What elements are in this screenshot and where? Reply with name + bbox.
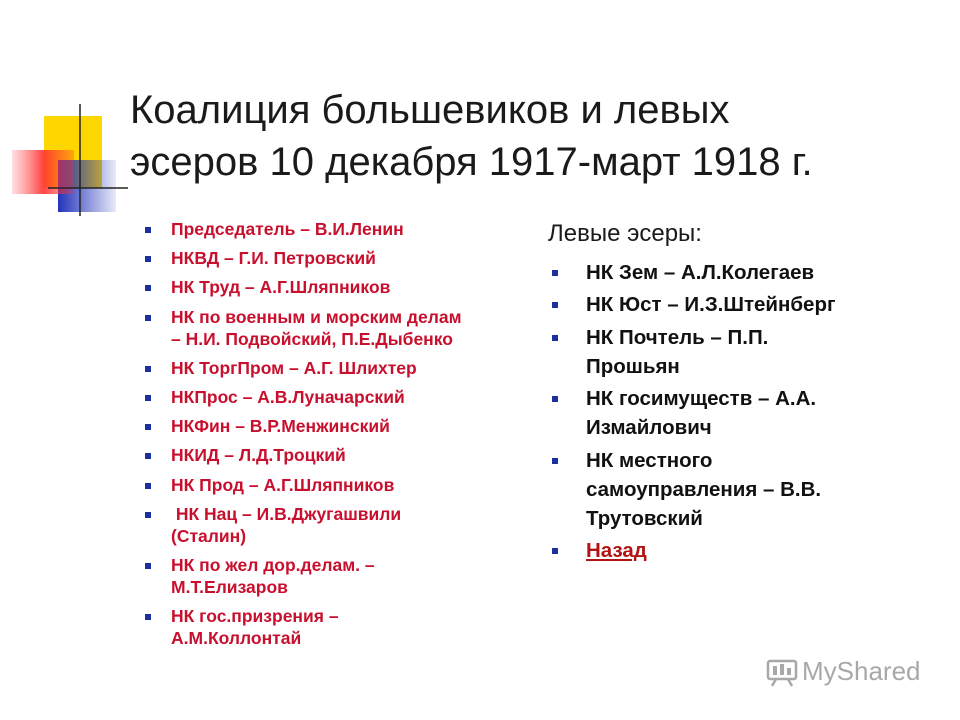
bullet-icon [145,563,151,569]
bullet-icon [145,256,151,262]
list-item: НКВД – Г.И. Петровский [145,247,545,269]
list-item: Председатель – В.И.Ленин [145,218,545,240]
bullet-icon [552,458,558,464]
list-item: НКФин – В.Р.Менжинский [145,415,545,437]
bolshevik-ministers-list [145,218,545,656]
myshared-watermark [766,656,921,687]
myshared-logo-icon [766,657,798,687]
list-item: НК по жел дор.делам. – М.Т.Елизаров [145,554,545,598]
title-line-1: Коалиция большевиков и левых [130,88,730,132]
bullet-icon [552,270,558,276]
list-item: НК местного самоуправления – В.В. Трутовский [552,446,932,533]
bullet-icon [552,335,558,341]
bullet-icon [145,483,151,489]
bullet-icon [145,453,151,459]
list-item-back [552,536,932,565]
bullet-icon [145,285,151,291]
list-item: НК Зем – А.Л.Колегаев [552,258,932,287]
list-item: НКПрос – А.В.Луначарский [145,386,545,408]
left-sr-heading: Левые эсеры: [548,220,702,247]
list-item: НК Юст – И.З.Штейнберг [552,290,932,319]
watermark-text: MyShared [802,656,921,686]
list-item: НК гос.призрения – А.М.Коллонтай [145,605,545,649]
bullet-icon [145,315,151,321]
bullet-icon [145,395,151,401]
bullet-icon [145,614,151,620]
bullet-icon [145,366,151,372]
title-line-2: эсеров 10 декабря 1917-март 1918 г. [130,140,813,184]
list-item: НК Прод – А.Г.Шляпников [145,474,545,496]
list-item: НК Почтель – П.П. Прошьян [552,323,932,381]
list-item: НК госимуществ – А.А. Измайлович [552,384,932,442]
list-item: НКИД – Л.Д.Троцкий [145,444,545,466]
bullet-icon [145,227,151,233]
bullet-icon [552,396,558,402]
bullet-icon [145,512,151,518]
bullet-icon [145,424,151,430]
decorative-squares [0,0,130,230]
bullet-icon [552,302,558,308]
back-link[interactable]: Назад [586,538,647,562]
list-item: НК Труд – А.Г.Шляпников [145,276,545,298]
left-sr-ministers-list [552,258,932,568]
slide-title [130,84,930,188]
list-item: НК ТоргПром – А.Г. Шлихтер [145,357,545,379]
bullet-icon [552,548,558,554]
list-item: НК по военным и морским делам – Н.И. Подвойский, П.Е.Дыбенко [145,306,545,350]
list-item: НК Нац – И.В.Джугашвили (Сталин) [145,503,545,547]
